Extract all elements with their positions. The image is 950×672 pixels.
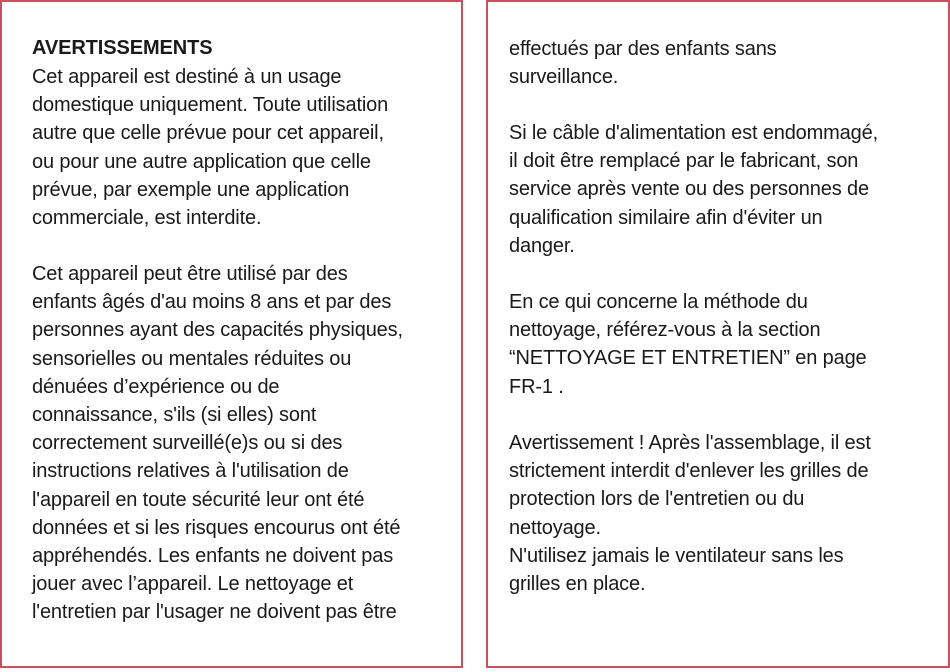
children-use-paragraph: Cet appareil peut être utilisé par des enfants âgés d'au moins 8 ans et par des personnes ayant des capacités physiques, sensorielles ou mentales réduites ou dénuées d’expérience ou de connaissance, s'ils (si elles) sont correctement surveillé(e)s ou si des instructions relatives à l'utilisation de l'appareil en toute sécurité leur ont été données et si les risques encourus ont été appréhendés. Les enfants ne doivent pas jouer avec l’appareil. Le nettoyage et l'entretien par l'usager ne doivent pas être [32, 263, 403, 624]
supervision-continuation-paragraph: effectués par des enfants sans surveillance. [509, 38, 777, 89]
left-page [0, 0, 463, 668]
domestic-use-paragraph: Cet appareil est destiné à un usage domestique uniquement. Toute utilisation autre que celle prévue pour cet appareil, ou pour une autre application que celle prévue, par exemple une application commerciale, est interdite. [32, 66, 389, 230]
right-page [486, 0, 950, 668]
power-cable-paragraph: Si le câble d'alimentation est endommagé, il doit être remplacé par le fabricant, son service après vente ou des personnes de qualification similaire afin d'éviter un danger. [509, 122, 878, 257]
cleaning-reference-paragraph: En ce qui concerne la méthode du nettoyage, référez-vous à la section “NETTOYAGE ET ENTRETIEN” en page FR-1 . [509, 291, 867, 398]
warnings-heading: AVERTISSEMENTS [32, 37, 213, 59]
grilles-warning-paragraph: Avertissement ! Après l'assemblage, il est strictement interdit d'enlever les grilles de protection lors de l'entretien ou du nettoyage. N'utilisez jamais le ventilateur sans les grilles en place. [509, 432, 871, 596]
